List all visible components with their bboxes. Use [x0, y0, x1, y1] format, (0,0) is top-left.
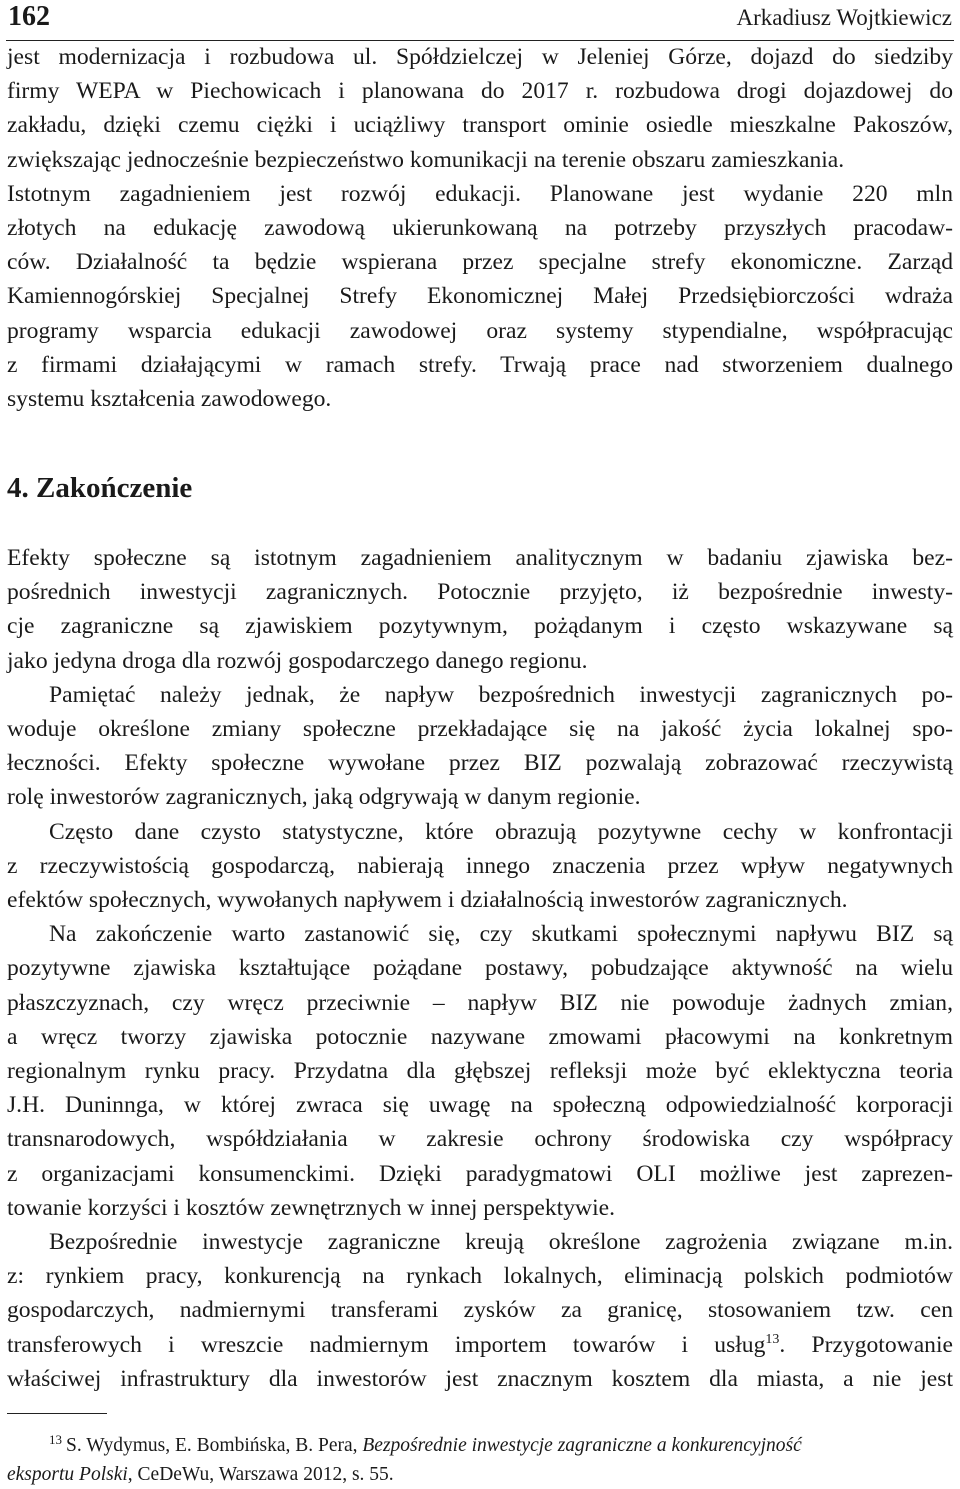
- text-line: z organizacjami konsumenckimi. Dzięki paradygmatowi OLI możliwe jest zaprezen-: [7, 1160, 953, 1187]
- text-line: transnarodowych, współdziałania w zakresie ochrony środowiska czy współpracy: [7, 1126, 953, 1153]
- paragraph: [7, 1225, 953, 1396]
- section-heading: 4. Zakończenie: [7, 472, 193, 504]
- paragraph: [7, 541, 953, 678]
- text-line: pozytywne zjawiska kształtujące pożądane postawy, pobudzające aktywność na wielu: [7, 955, 953, 982]
- text-line: cje zagraniczne są zjawiskiem pozytywnym, pożądanym i często wskazywane są: [7, 613, 953, 640]
- text-line: z firmami działającymi w ramach strefy. Trwają prace nad stworzeniem dualnego: [7, 351, 953, 378]
- text-line: regionalnym rynku pracy. Przydatna dla głębszej refleksji może być eklektyczna teoria: [7, 1058, 953, 1085]
- text-line: zakładu, dzięki czemu ciężki i uciążliwy transport ominie osiedle mieszkalne Pakoszów,: [7, 112, 953, 139]
- footnote-authors: S. Wydymus, E. Bombińska, B. Pera,: [66, 1435, 363, 1456]
- text-line: Pamiętać należy jednak, że napływ bezpośrednich inwestycji zagranicznych po-: [49, 681, 953, 708]
- text-line: a wręcz tworzy zjawiska potocznie nazywane zmowami płacowymi na konkretnym: [7, 1023, 953, 1050]
- text-line: Na zakończenie warto zastanowić się, czy skutkami społecznymi napływu BIZ są: [49, 921, 953, 948]
- page-header: [6, 0, 954, 41]
- text-line: woduje określone zmiany społeczne przekładające się na jakość życia lokalnej spo-: [7, 716, 953, 743]
- text-line: z rzeczywistością gospodarczą, nabierają innego znaczenia przez wpływ negatywnych: [7, 852, 953, 879]
- text-line: jako jedyna droga dla rozwój gospodarczego danego regionu.: [7, 647, 588, 674]
- footnote: [7, 1425, 953, 1489]
- text-line: firmy WEPA w Piechowicach i planowana do 2017 r. rozbudowa drogi dojazdowej do: [7, 78, 953, 105]
- paragraph: [7, 917, 953, 1225]
- footnote-number: 13: [49, 1432, 62, 1447]
- paragraph: [7, 40, 953, 416]
- text-line: systemu kształcenia zawodowego.: [7, 386, 332, 413]
- footnote-title: Bezpośrednie inwestycje zagraniczne a konkurencyjność: [362, 1435, 802, 1456]
- running-head-author: Arkadiusz Wojtkiewicz: [736, 5, 952, 30]
- text-line: Istotnym zagadnieniem jest rozwój edukacji. Planowane jest wydanie 220 mln: [7, 180, 953, 207]
- text-line: Często dane czysto statystyczne, które obrazują pozytywne cechy w konfrontacji: [49, 818, 953, 845]
- text-line: [7, 1328, 953, 1362]
- paragraph: [7, 678, 953, 815]
- text-line: jest modernizacja i rozbudowa ul. Spółdzielczej w Jeleniej Górze, dojazd do siedziby: [7, 44, 953, 70]
- text-fragment: . Przygotowanie: [779, 1331, 953, 1358]
- text-fragment: transferowych i wreszcie nadmiernym importem towarów i usług: [7, 1331, 766, 1358]
- footnote-divider: [7, 1413, 107, 1414]
- section-body: [7, 541, 953, 1396]
- text-line: właściwej infrastruktury dla inwestorów jest znacznym kosztem dla miasta, a nie jest: [7, 1365, 953, 1392]
- text-line: rolę inwestorów zagranicznych, jaką odgrywają w danym regionie.: [7, 784, 641, 811]
- footnote-title-cont: eksportu Polski: [7, 1464, 128, 1485]
- text-line: gospodarczych, nadmiernymi transferami zysków za granicę, stosowaniem tzw. cen: [7, 1297, 953, 1324]
- text-line: Kamiennogórskiej Specjalnej Strefy Ekonomicznej Małej Przedsiębiorczości wdraża: [7, 283, 953, 310]
- footnote-line: [7, 1460, 953, 1489]
- text-line: ców. Działalność ta będzie wspierana przez specjalne strefy ekonomiczne. Zarząd: [7, 249, 953, 276]
- text-line: z: rynkiem pracy, konkurencją na rynkach lokalnych, eliminacją polskich podmiotów: [7, 1263, 953, 1290]
- text-line: płaszczyznach, czy wręcz przeciwnie – napływ BIZ nie powoduje żadnych zmian,: [7, 989, 953, 1016]
- page-number: 162: [8, 1, 50, 32]
- footnote-publisher: , CeDeWu, Warszawa 2012, s. 55.: [127, 1464, 394, 1485]
- footnote-line: [7, 1425, 953, 1460]
- text-line: pośrednich inwestycji zagranicznych. Potocznie przyjęto, iż bezpośrednie inwesty-: [7, 579, 953, 606]
- text-line: łeczności. Efekty społeczne wywołane przez BIZ pozwalają zobrazować rzeczywistą: [7, 750, 953, 777]
- text-line: towanie korzyści i kosztów zewnętrznych w innej perspektywie.: [7, 1194, 615, 1221]
- paragraph: [7, 815, 953, 918]
- text-line: Bezpośrednie inwestycje zagraniczne kreują określone zagrożenia związane m.in.: [49, 1229, 953, 1256]
- text-line: efektów społecznych, wywołanych napływem i działalnością inwestorów zagranicznych.: [7, 887, 848, 914]
- text-line: J.H. Duninnga, w której zwraca się uwagę na społeczną odpowiedzialność korporacji: [7, 1092, 953, 1119]
- text-line: programy wsparcia edukacji zawodowej oraz systemy stypendialne, współpracując: [7, 317, 953, 344]
- text-line: zwiększając jednocześnie bezpieczeństwo komunikacji na terenie obszaru zamieszkania.: [7, 146, 845, 173]
- intro-text: [7, 40, 953, 416]
- text-line: złotych na edukację zawodową ukierunkowaną na potrzeby przyszłych pracodaw-: [7, 215, 953, 242]
- footnote-reference[interactable]: 13: [765, 1331, 780, 1347]
- text-line: Efekty społeczne są istotnym zagadnieniem analitycznym w badaniu zjawiska bez-: [7, 545, 953, 571]
